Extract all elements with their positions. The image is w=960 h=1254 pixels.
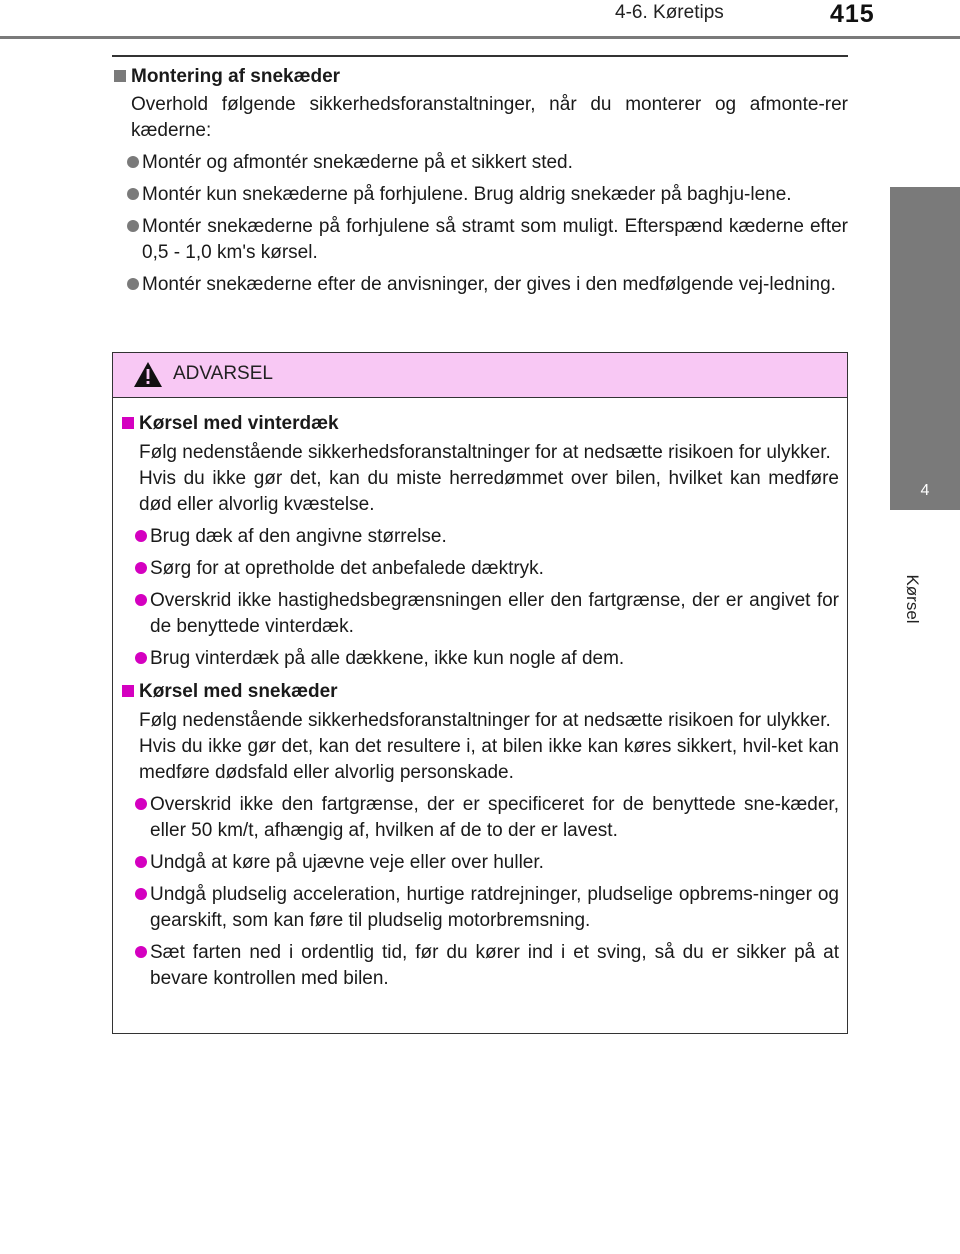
warning-box xyxy=(112,352,848,1034)
warning-text: Hvis du ikke gør det, kan du miste herredømmet over bilen, hvilket kan medføre død eller alvorlig kvæstelse. xyxy=(139,468,839,515)
section-title: 4-6. Køretips xyxy=(615,2,724,23)
warning-bullet: Overskrid ikke hastighedsbegrænsningen eller den fartgrænse, der er angivet for de benyttede vinterdæk. xyxy=(120,588,839,640)
section-divider xyxy=(112,55,848,57)
warning-text: Følg nedenstående sikkerhedsforanstaltninger for at nedsætte risikoen for ulykker. xyxy=(139,442,831,463)
intro-section xyxy=(112,64,848,298)
warning-bullet: Brug vinterdæk på alle dækkene, ikke kun nogle af dem. xyxy=(120,646,839,672)
chapter-number: 4 xyxy=(920,482,930,499)
page-number: 415 xyxy=(830,0,875,28)
warning-text: Hvis du ikke gør det, kan det resultere i, at bilen ikke kan køres sikkert, hvil-ket kan medføre dødsfald eller alvorlig personskade. xyxy=(139,736,839,783)
warning-bullet: Brug dæk af den angivne størrelse. xyxy=(120,524,839,550)
warning-bullet: Sæt farten ned i ordentlig tid, før du kører ind i et sving, så du er sikker på at bevare kontrollen med bilen. xyxy=(120,940,839,992)
header-divider xyxy=(0,36,960,39)
warning-heading-snow-chains: Kørsel med snekæder xyxy=(120,679,839,705)
intro-text: Overhold følgende sikkerhedsforanstaltninger, når du monterer og afmonte-rer kæderne: xyxy=(131,94,848,141)
warning-header xyxy=(113,353,847,398)
warning-title: ADVARSEL xyxy=(173,363,273,384)
warning-bullet: Sørg for at opretholde det anbefalede dæktryk. xyxy=(120,556,839,582)
warning-triangle-icon xyxy=(133,361,163,388)
chapter-tab xyxy=(890,187,960,510)
warning-bullet: Undgå pludselig acceleration, hurtige ratdrejninger, pludselige opbrems-ninger og gearskift, som kan føre til pludselig motorbremsning. xyxy=(120,882,839,934)
intro-bullet: Montér kun snekæderne på forhjulene. Brug aldrig snekæder på baghju-lene. xyxy=(112,182,848,208)
warning-text: Følg nedenstående sikkerhedsforanstaltninger for at nedsætte risikoen for ulykker. xyxy=(139,710,831,731)
intro-bullet: Montér og afmontér snekæderne på et sikkert sted. xyxy=(112,150,848,176)
intro-bullet: Montér snekæderne på forhjulene så stramt som muligt. Efterspænd kæderne efter 0,5 - 1,0 km's kørsel. xyxy=(112,214,848,266)
warning-bullet: Undgå at køre på ujævne veje eller over huller. xyxy=(120,850,839,876)
warning-heading-winter-tires: Kørsel med vinterdæk xyxy=(120,411,839,437)
chapter-label-wrap xyxy=(900,550,922,650)
warning-bullet: Overskrid ikke den fartgrænse, der er specificeret for de benyttede sne-kæder, eller 50 km/t, afhængig af, hvilken af de to der er lavest. xyxy=(120,792,839,844)
intro-heading: Montering af snekæder xyxy=(112,64,848,90)
warning-body xyxy=(113,398,847,992)
intro-bullet: Montér snekæderne efter de anvisninger, der gives i den medfølgende vej-ledning. xyxy=(112,272,848,298)
chapter-label: Kørsel xyxy=(903,574,922,624)
